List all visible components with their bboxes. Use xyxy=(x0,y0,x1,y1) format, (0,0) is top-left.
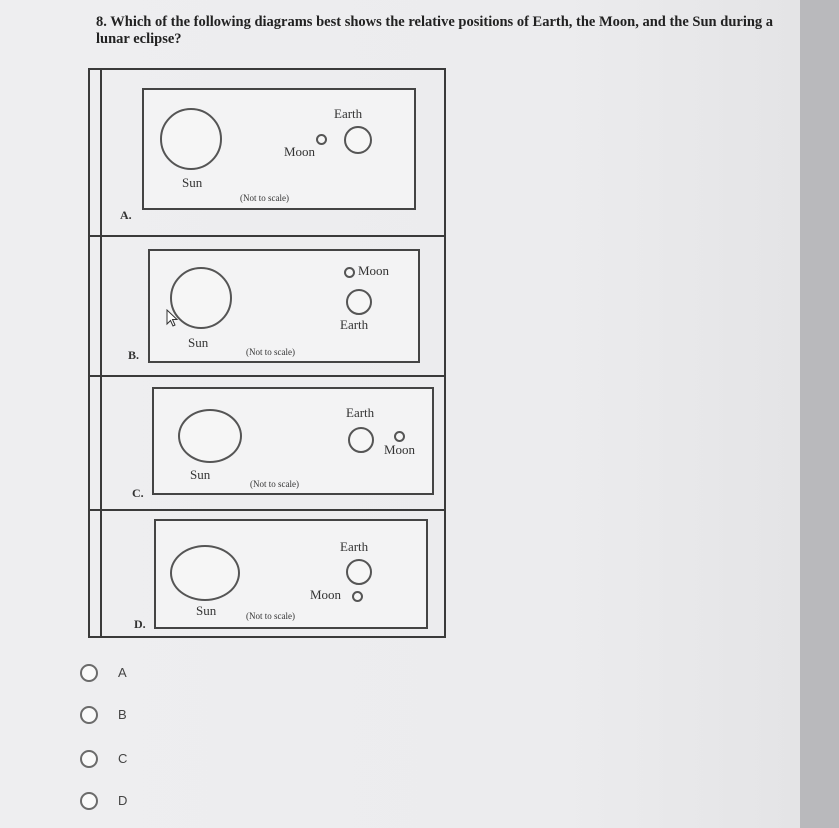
choice-label: A xyxy=(118,665,127,680)
not-to-scale-note: (Not to scale) xyxy=(246,347,295,357)
radio-button[interactable] xyxy=(80,750,98,768)
choice-c[interactable] xyxy=(80,748,200,772)
pointer-cursor-icon xyxy=(166,309,180,327)
choice-label: B xyxy=(118,707,127,722)
sun-circle xyxy=(178,409,242,463)
diagram-letter: D. xyxy=(134,617,146,631)
choice-a[interactable] xyxy=(80,662,200,686)
choice-b[interactable] xyxy=(80,704,200,728)
sun-circle xyxy=(170,545,240,601)
diagram-row-d xyxy=(90,509,446,638)
moon-circle xyxy=(316,134,327,145)
question-text-before: Which of the following diagrams xyxy=(110,14,313,30)
sun-circle xyxy=(160,108,222,170)
diagram-box-c xyxy=(152,387,434,495)
earth-circle xyxy=(344,126,372,154)
earth-label: Earth xyxy=(346,405,375,420)
moon-circle xyxy=(344,267,355,278)
photo-edge xyxy=(800,0,839,828)
radio-button[interactable] xyxy=(80,706,98,724)
earth-label: Earth xyxy=(340,539,369,554)
diagram-letter: C. xyxy=(132,486,144,500)
earth-circle xyxy=(348,427,374,453)
sun-label: Sun xyxy=(196,603,217,618)
moon-circle xyxy=(394,431,405,442)
earth-label: Earth xyxy=(340,317,369,332)
choice-label: D xyxy=(118,793,128,808)
not-to-scale-note: (Not to scale) xyxy=(246,611,295,621)
diagram-row-c xyxy=(90,375,446,511)
question-number: 8. xyxy=(96,14,107,30)
diagram-row-b xyxy=(90,235,446,377)
moon-label: Moon xyxy=(384,442,416,457)
moon-circle xyxy=(352,591,363,602)
radio-button[interactable] xyxy=(80,664,98,682)
choice-d[interactable] xyxy=(80,790,200,814)
earth-label: Earth xyxy=(334,106,363,121)
question-emphasis: best xyxy=(316,14,342,30)
question-text-after: shows the relative positions of Earth, the Moon, and the Sun during a lunar eclipse? xyxy=(96,14,774,47)
not-to-scale-note: (Not to scale) xyxy=(250,479,299,489)
sun-label: Sun xyxy=(182,175,203,190)
diagram-box-a xyxy=(142,88,416,210)
diagram-table xyxy=(88,68,446,638)
moon-label: Moon xyxy=(358,263,390,278)
diagram-row-a xyxy=(90,70,446,237)
moon-label: Moon xyxy=(310,587,342,602)
diagram-letter: B. xyxy=(128,348,140,362)
sun-label: Sun xyxy=(190,467,211,482)
moon-label: Moon xyxy=(284,144,316,159)
radio-button[interactable] xyxy=(80,792,98,810)
sun-label: Sun xyxy=(188,335,209,350)
earth-circle xyxy=(346,559,372,585)
earth-circle xyxy=(346,289,372,315)
diagram-box-b xyxy=(148,249,420,363)
diagram-letter: A. xyxy=(120,208,132,222)
question-text xyxy=(96,14,776,48)
not-to-scale-note: (Not to scale) xyxy=(240,193,289,203)
choice-label: C xyxy=(118,751,128,766)
diagram-box-d xyxy=(154,519,428,629)
